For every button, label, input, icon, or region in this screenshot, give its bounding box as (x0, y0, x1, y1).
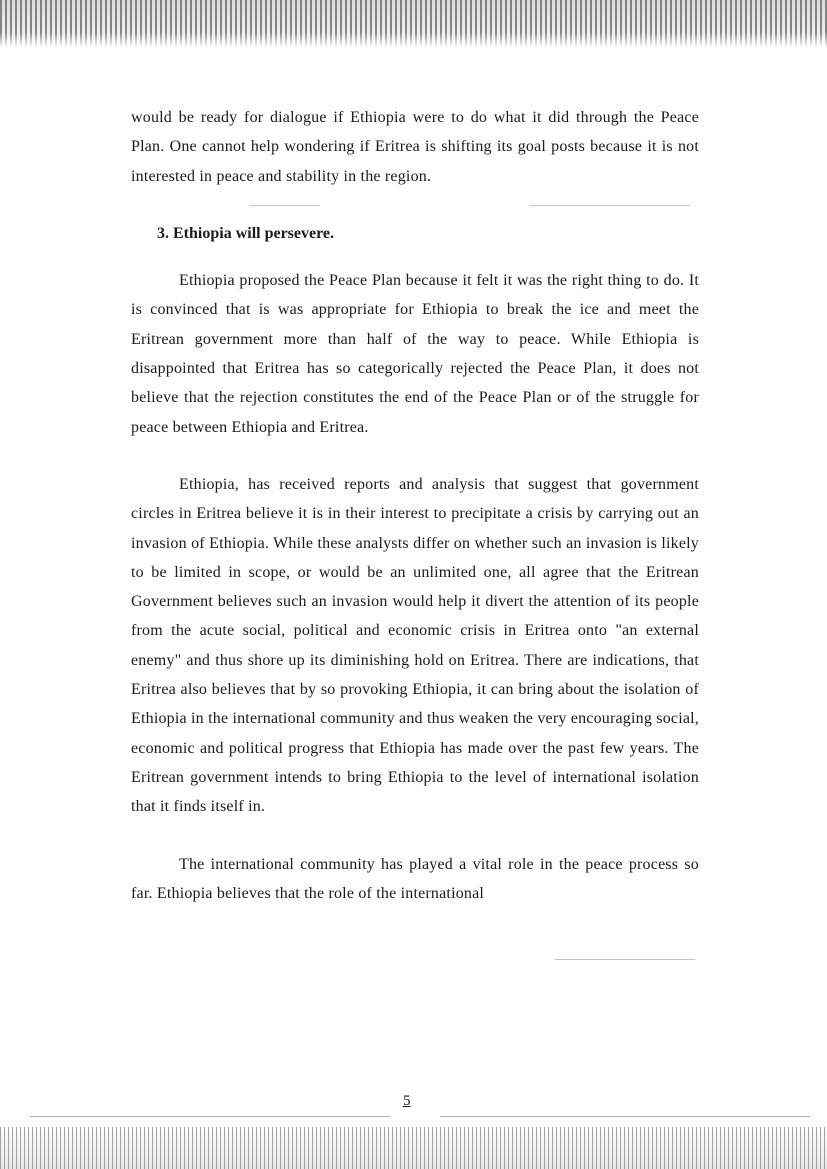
footer-rule-right (440, 1116, 810, 1117)
footer-rule-left (30, 1116, 390, 1117)
paragraph-peace-plan: Ethiopia proposed the Peace Plan because it felt it was the right thing to do. It is convinced that is was appropriate for Ethiopia to break the ice and meet the Eritrean government more than half of the way to peace. While Ethiopia is disappointed that Eritrea has so categorically rejected the Peace Plan, it does not believe that the rejection constitutes the end of the Peace Plan or of the struggle for peace between Ethiopia and Eritrea. (131, 272, 699, 436)
scan-line-mark (530, 205, 690, 206)
scan-line-mark (555, 959, 695, 960)
paragraph-international-community: The international community has played a vital role in the peace process so far. Ethiopia believes that the role of the international (131, 855, 699, 902)
paragraph-reports-analysis: Ethiopia, has received reports and analysis that suggest that government circles in Eritrea believe it is in their interest to precipitate a crisis by carrying out an invasion of Ethiopia. While these analysts differ on whether such an invasion is likely to be limited in scope, or would be an unlimited one, all agree that the Eritrean Government believes such an invasion would help it divert the attention of its people from the acute social, political and economic crisis in Eritrea onto "an external enemy" and thus shore up its diminishing hold on Eritrea. There are indications, that Eritrea also believes that by so provoking Ethiopia, it can bring about the isolation of Ethiopia in the international community and thus weaken the very encouraging social, economic and political progress that Ethiopia has made over the past few years. The Eritrean government intends to bring Ethiopia to the level of international isolation that it finds itself in. (131, 475, 699, 816)
paragraph-continuation: would be ready for dialogue if Ethiopia were to do what it did through the Peace Plan. One cannot help wondering if Eritrea is shifting its goal posts because it is not interested in peace and stability in the region. (131, 109, 699, 185)
paragraph-gap (131, 442, 699, 470)
scan-line-mark (250, 205, 320, 206)
scan-noise-top (0, 0, 827, 48)
section-heading: 3. Ethiopia will persevere. (157, 224, 335, 242)
paragraph-gap (131, 822, 699, 850)
scan-noise-bottom (0, 1127, 827, 1169)
paragraph-gap (131, 248, 699, 266)
page-number: 5 (403, 1093, 411, 1109)
document-body (131, 103, 699, 908)
